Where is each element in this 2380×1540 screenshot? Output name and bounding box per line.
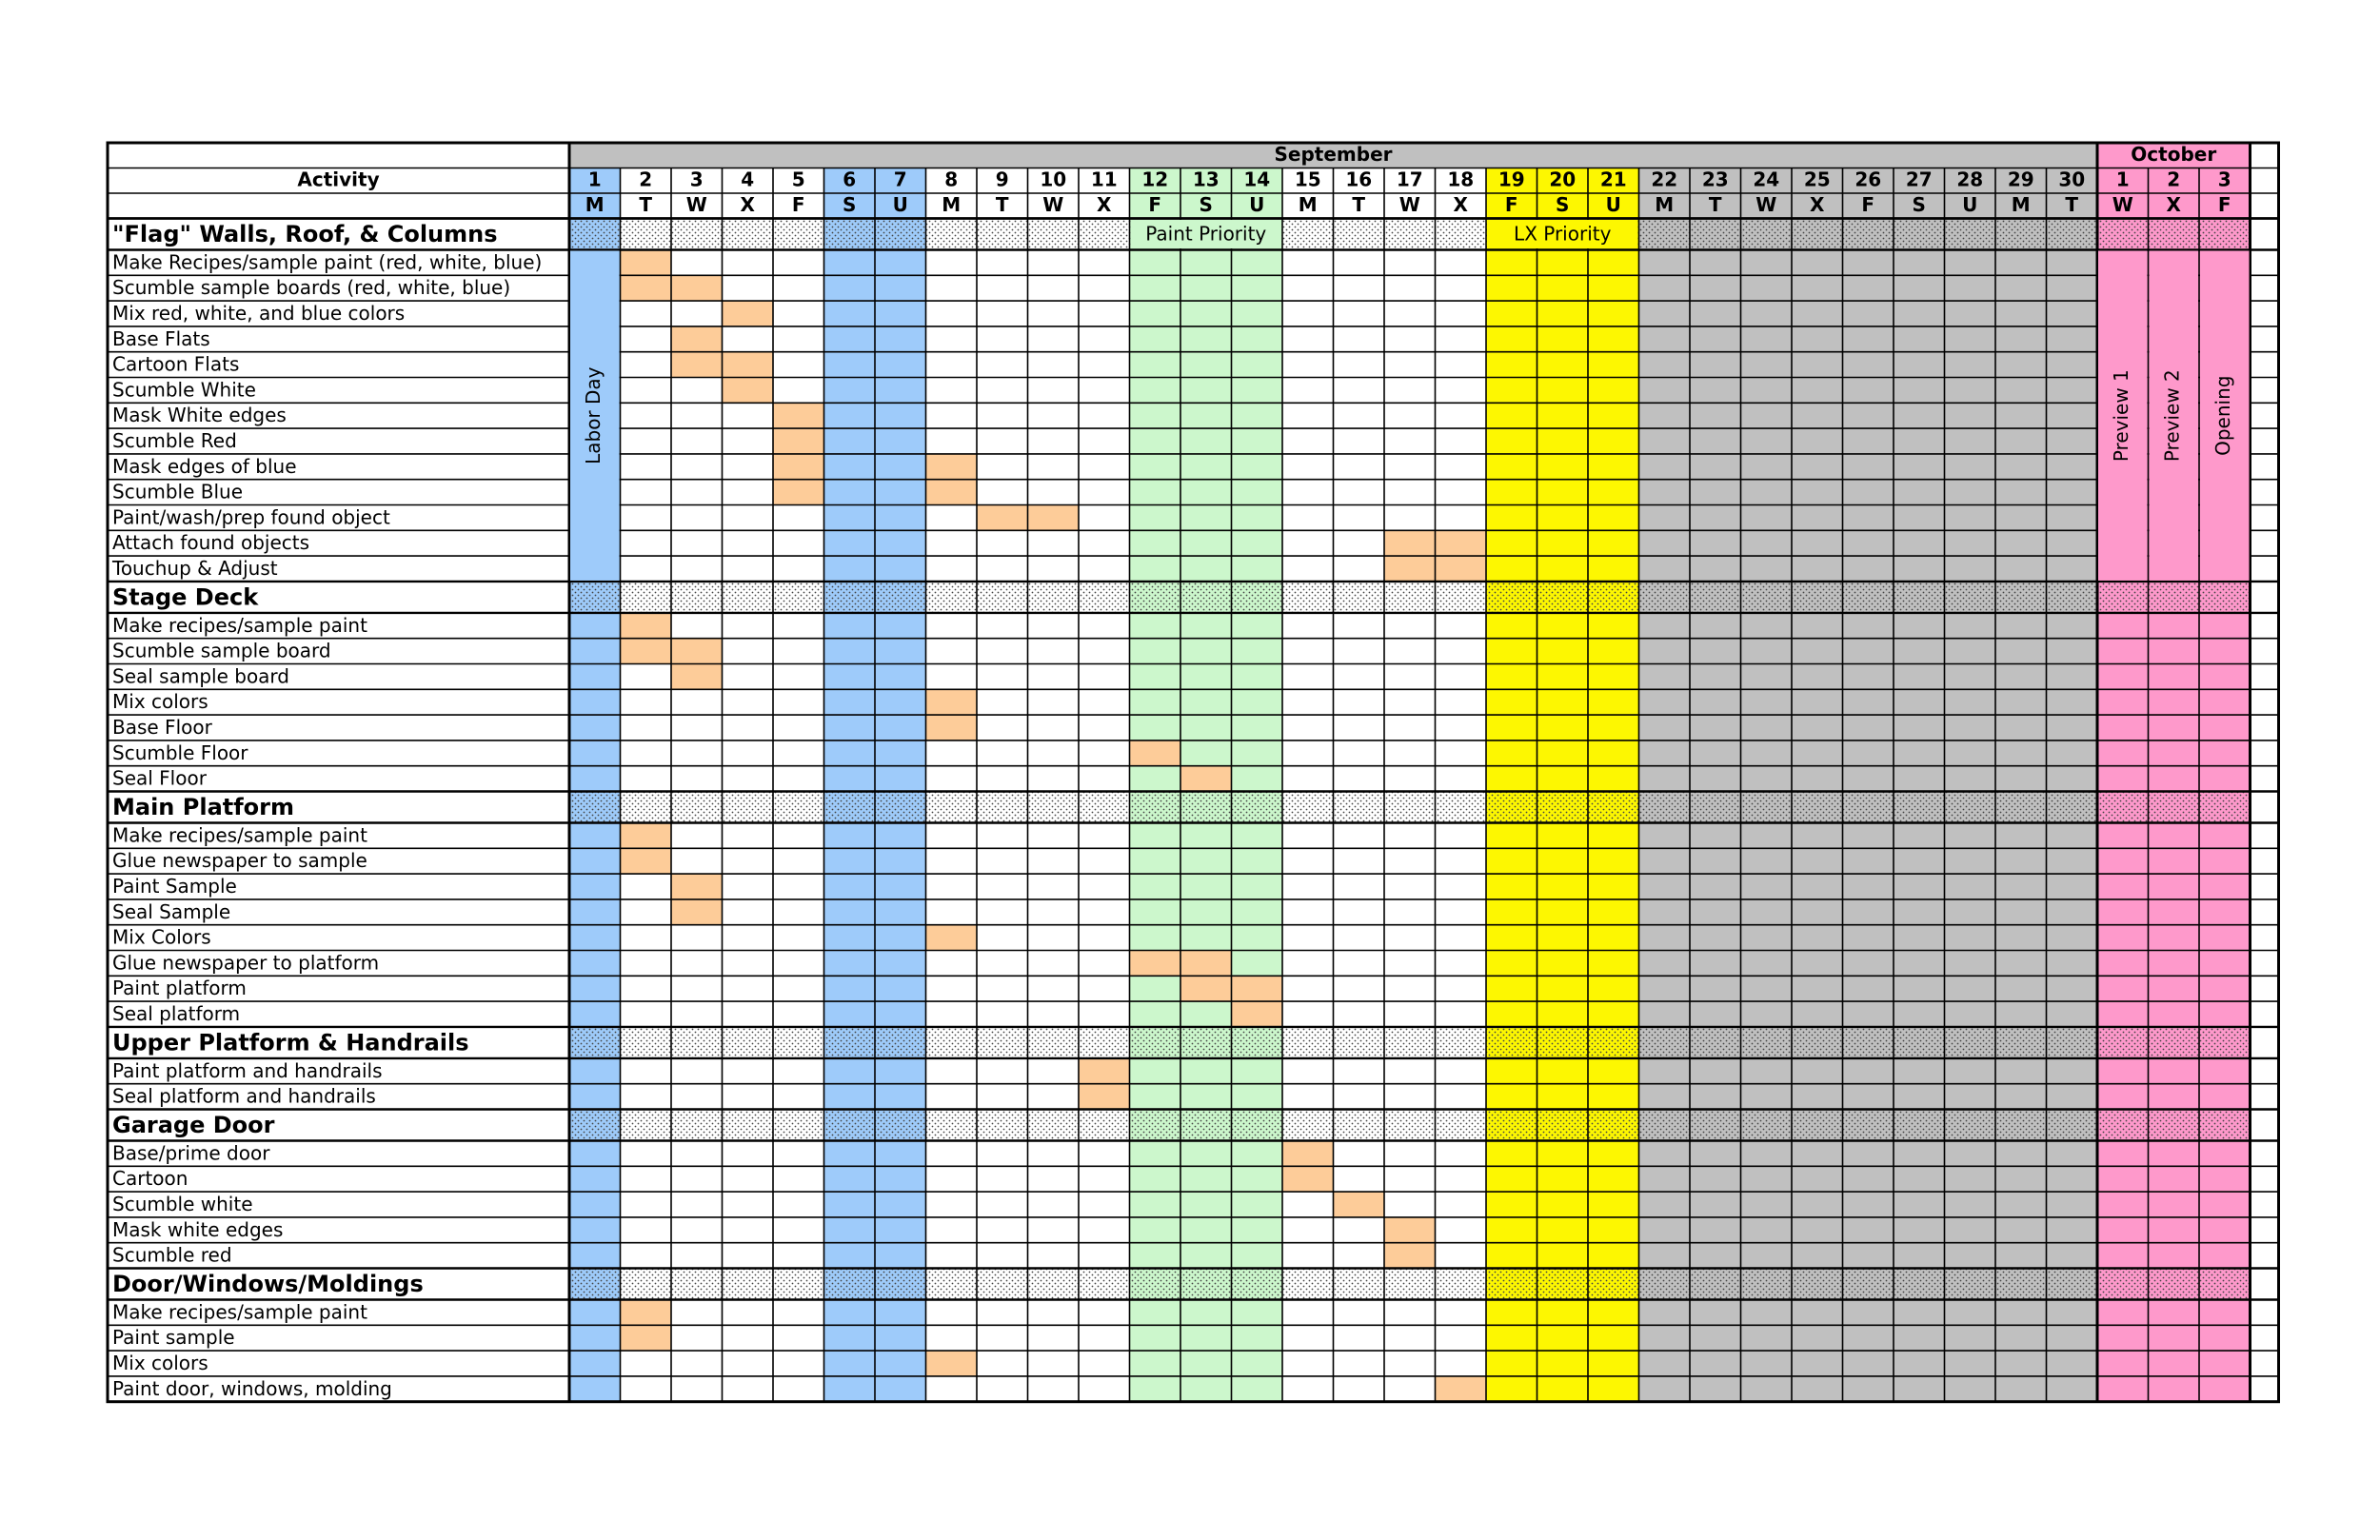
task-cell xyxy=(1079,1058,1130,1084)
task-name: Scumble red xyxy=(112,1243,232,1267)
day-of-week: S xyxy=(1912,192,1926,216)
task-cell xyxy=(1436,556,1487,582)
task-cell xyxy=(1028,505,1080,531)
task-cell xyxy=(671,899,723,925)
opening-label: Opening xyxy=(2211,375,2235,456)
task-name: Scumble white xyxy=(112,1193,253,1215)
task-name: Cartoon xyxy=(112,1167,188,1191)
day-of-week: T xyxy=(1352,192,1366,216)
task-cell xyxy=(621,848,672,874)
day-number: 30 xyxy=(2058,168,2086,191)
day-number: 3 xyxy=(689,168,704,191)
section-band xyxy=(569,219,2251,250)
day-number: 16 xyxy=(1345,168,1373,191)
day-of-week: F xyxy=(2217,192,2231,216)
day-number: 1 xyxy=(2115,168,2130,191)
day-number: 1 xyxy=(587,168,602,191)
task-name: Mix colors xyxy=(112,1352,208,1374)
day-of-week: M xyxy=(942,192,962,216)
section-band xyxy=(569,792,2251,823)
day-of-week: M xyxy=(2011,192,2031,216)
lx-priority-label: LX Priority xyxy=(1514,222,1612,246)
day-of-week: X xyxy=(1453,192,1468,216)
task-cell xyxy=(723,352,774,378)
task-cell xyxy=(723,378,774,404)
day-of-week: W xyxy=(1042,192,1064,216)
day-of-week: U xyxy=(1249,192,1265,216)
task-name: Mask White edges xyxy=(112,404,287,427)
task-cell xyxy=(621,613,672,639)
day-number: 2 xyxy=(2167,168,2181,191)
section-title: Stage Deck xyxy=(112,583,259,611)
task-cell xyxy=(621,639,672,664)
day-of-week: X xyxy=(1810,192,1825,216)
day-number: 21 xyxy=(1599,168,1627,191)
day-of-week: W xyxy=(1398,192,1420,216)
month-header-october: October xyxy=(2131,142,2217,166)
day-number: 17 xyxy=(1396,168,1423,191)
day-of-week: W xyxy=(685,192,707,216)
task-cell xyxy=(977,505,1028,531)
task-cell xyxy=(1180,766,1232,792)
task-cell xyxy=(1436,530,1487,556)
day-of-week: S xyxy=(1556,192,1570,216)
task-name: Make recipes/sample paint xyxy=(112,1300,367,1324)
task-name: Paint/wash/prep found object xyxy=(112,505,390,529)
day-of-week: M xyxy=(1298,192,1318,216)
task-name: Paint platform and handrails xyxy=(112,1058,383,1082)
day-of-week: F xyxy=(1148,192,1162,216)
day-of-week: M xyxy=(585,192,605,216)
day-of-week: T xyxy=(2065,192,2079,216)
day-number: 10 xyxy=(1040,168,1067,191)
day-number: 27 xyxy=(1905,168,1933,191)
task-name: Base Floor xyxy=(112,716,212,739)
task-cell xyxy=(926,1351,978,1376)
day-of-week: F xyxy=(791,192,805,216)
task-name: Scumble Blue xyxy=(112,480,244,503)
task-name: Mask edges of blue xyxy=(112,454,297,478)
day-of-week: T xyxy=(1708,192,1722,216)
day-number: 19 xyxy=(1497,168,1525,191)
task-cell xyxy=(621,1325,672,1351)
day-number: 2 xyxy=(639,168,653,191)
day-number: 26 xyxy=(1854,168,1882,191)
day-number: 13 xyxy=(1192,168,1220,191)
task-name: Base Flats xyxy=(112,326,210,350)
task-cell xyxy=(1384,1243,1436,1269)
task-name: Mix red, white, and blue colors xyxy=(112,302,406,325)
day-number: 4 xyxy=(741,168,755,191)
task-cell xyxy=(773,403,824,428)
task-cell xyxy=(926,715,978,740)
section-title: Garage Door xyxy=(112,1112,275,1138)
task-name: Seal platform and handrails xyxy=(112,1084,376,1108)
task-cell xyxy=(1232,1001,1283,1027)
task-name: Make recipes/sample paint xyxy=(112,613,367,637)
task-name: Scumble White xyxy=(112,378,256,402)
task-name: Seal Sample xyxy=(112,899,231,923)
task-cell xyxy=(1232,976,1283,1001)
day-of-week: F xyxy=(1504,192,1518,216)
day-number: 11 xyxy=(1090,168,1118,191)
day-of-week: U xyxy=(1605,192,1621,216)
task-cell xyxy=(1384,556,1436,582)
task-cell xyxy=(671,664,723,690)
task-name: Scumble sample board xyxy=(112,639,331,662)
activity-header: Activity xyxy=(297,168,380,191)
day-number: 8 xyxy=(944,168,959,191)
task-cell xyxy=(671,275,723,301)
task-cell xyxy=(1384,530,1436,556)
day-number: 3 xyxy=(2217,168,2231,191)
section-band xyxy=(569,1110,2251,1141)
day-number: 22 xyxy=(1651,168,1678,191)
task-cell xyxy=(926,480,978,505)
task-cell xyxy=(671,639,723,664)
task-name: Base/prime door xyxy=(112,1141,270,1165)
day-of-week: X xyxy=(1097,192,1112,216)
task-cell xyxy=(621,1300,672,1326)
task-cell xyxy=(1180,951,1232,977)
day-number: 20 xyxy=(1549,168,1577,191)
task-name: Scumble sample boards (red, white, blue) xyxy=(112,276,511,300)
task-cell xyxy=(926,925,978,951)
task-cell xyxy=(671,352,723,378)
task-name: Scumble Red xyxy=(112,429,237,452)
task-cell xyxy=(926,454,978,480)
section-band xyxy=(569,1027,2251,1058)
task-name: Mix Colors xyxy=(112,925,211,949)
task-name: Mask white edges xyxy=(112,1217,284,1241)
task-cell xyxy=(1079,1084,1130,1110)
task-cell xyxy=(773,454,824,480)
task-name: Paint door, windows, molding xyxy=(112,1376,392,1400)
task-name: Cartoon Flats xyxy=(112,352,240,376)
task-cell xyxy=(926,689,978,715)
day-of-week: X xyxy=(740,192,755,216)
task-name: Seal platform xyxy=(112,1002,241,1025)
task-cell xyxy=(1130,740,1181,766)
task-cell xyxy=(1436,1376,1487,1402)
task-name: Make Recipes/sample paint (red, white, blue) xyxy=(112,250,543,274)
task-cell xyxy=(1130,951,1181,977)
task-name: Glue newspaper to platform xyxy=(112,951,380,975)
section-title: Door/Windows/Moldings xyxy=(112,1271,424,1297)
task-cell xyxy=(1384,1217,1436,1243)
task-cell xyxy=(621,823,672,849)
day-number: 9 xyxy=(995,168,1009,191)
day-of-week: M xyxy=(1655,192,1675,216)
task-name: Paint sample xyxy=(112,1326,235,1350)
day-number: 5 xyxy=(791,168,805,191)
day-number: 7 xyxy=(893,168,907,191)
day-number: 28 xyxy=(1956,168,1984,191)
task-cell xyxy=(723,301,774,326)
day-of-week: F xyxy=(1861,192,1875,216)
section-title: "Flag" Walls, Roof, & Columns xyxy=(112,221,498,247)
day-number: 29 xyxy=(2007,168,2034,191)
preview-2-label: Preview 2 xyxy=(2160,369,2184,463)
day-of-week: X xyxy=(2166,192,2181,216)
task-name: Attach found objects xyxy=(112,531,310,555)
task-name: Glue newspaper to sample xyxy=(112,849,367,873)
labor-day-label: Labor Day xyxy=(582,366,605,464)
day-number: 18 xyxy=(1447,168,1475,191)
task-cell xyxy=(621,250,672,276)
day-number: 6 xyxy=(843,168,857,191)
day-number: 24 xyxy=(1753,168,1780,191)
task-cell xyxy=(1282,1141,1334,1167)
section-title: Upper Platform & Handrails xyxy=(112,1029,469,1056)
day-number: 14 xyxy=(1243,168,1271,191)
section-band xyxy=(569,1269,2251,1300)
task-cell xyxy=(1334,1192,1385,1217)
task-cell xyxy=(671,874,723,899)
day-number: 25 xyxy=(1803,168,1831,191)
task-cell xyxy=(1180,976,1232,1001)
task-name: Scumble Floor xyxy=(112,740,248,764)
paint-priority-label: Paint Priority xyxy=(1145,222,1267,246)
task-cell xyxy=(1282,1166,1334,1192)
day-of-week: S xyxy=(1199,192,1213,216)
task-cell xyxy=(773,480,824,505)
day-of-week: W xyxy=(1755,192,1777,216)
task-name: Seal sample board xyxy=(112,664,289,688)
section-title: Main Platform xyxy=(112,794,295,820)
task-cell xyxy=(773,428,824,454)
task-name: Mix colors xyxy=(112,690,208,714)
day-of-week: W xyxy=(2112,192,2133,216)
preview-1-label: Preview 1 xyxy=(2110,369,2133,463)
day-of-week: U xyxy=(1962,192,1978,216)
day-of-week: T xyxy=(995,192,1009,216)
day-number: 23 xyxy=(1701,168,1729,191)
task-name: Seal Floor xyxy=(112,766,207,790)
task-name: Touchup & Adjust xyxy=(112,557,278,580)
task-cell xyxy=(621,275,672,301)
day-of-week: T xyxy=(639,192,653,216)
day-of-week: U xyxy=(892,192,908,216)
task-name: Make recipes/sample paint xyxy=(112,823,367,847)
month-header-september: September xyxy=(1274,142,1393,166)
task-cell xyxy=(671,326,723,352)
task-name: Paint Sample xyxy=(112,875,237,898)
day-of-week: S xyxy=(843,192,857,216)
day-number: 15 xyxy=(1294,168,1321,191)
section-band xyxy=(569,582,2251,613)
day-number: 12 xyxy=(1141,168,1169,191)
task-name: Paint platform xyxy=(112,977,247,1000)
